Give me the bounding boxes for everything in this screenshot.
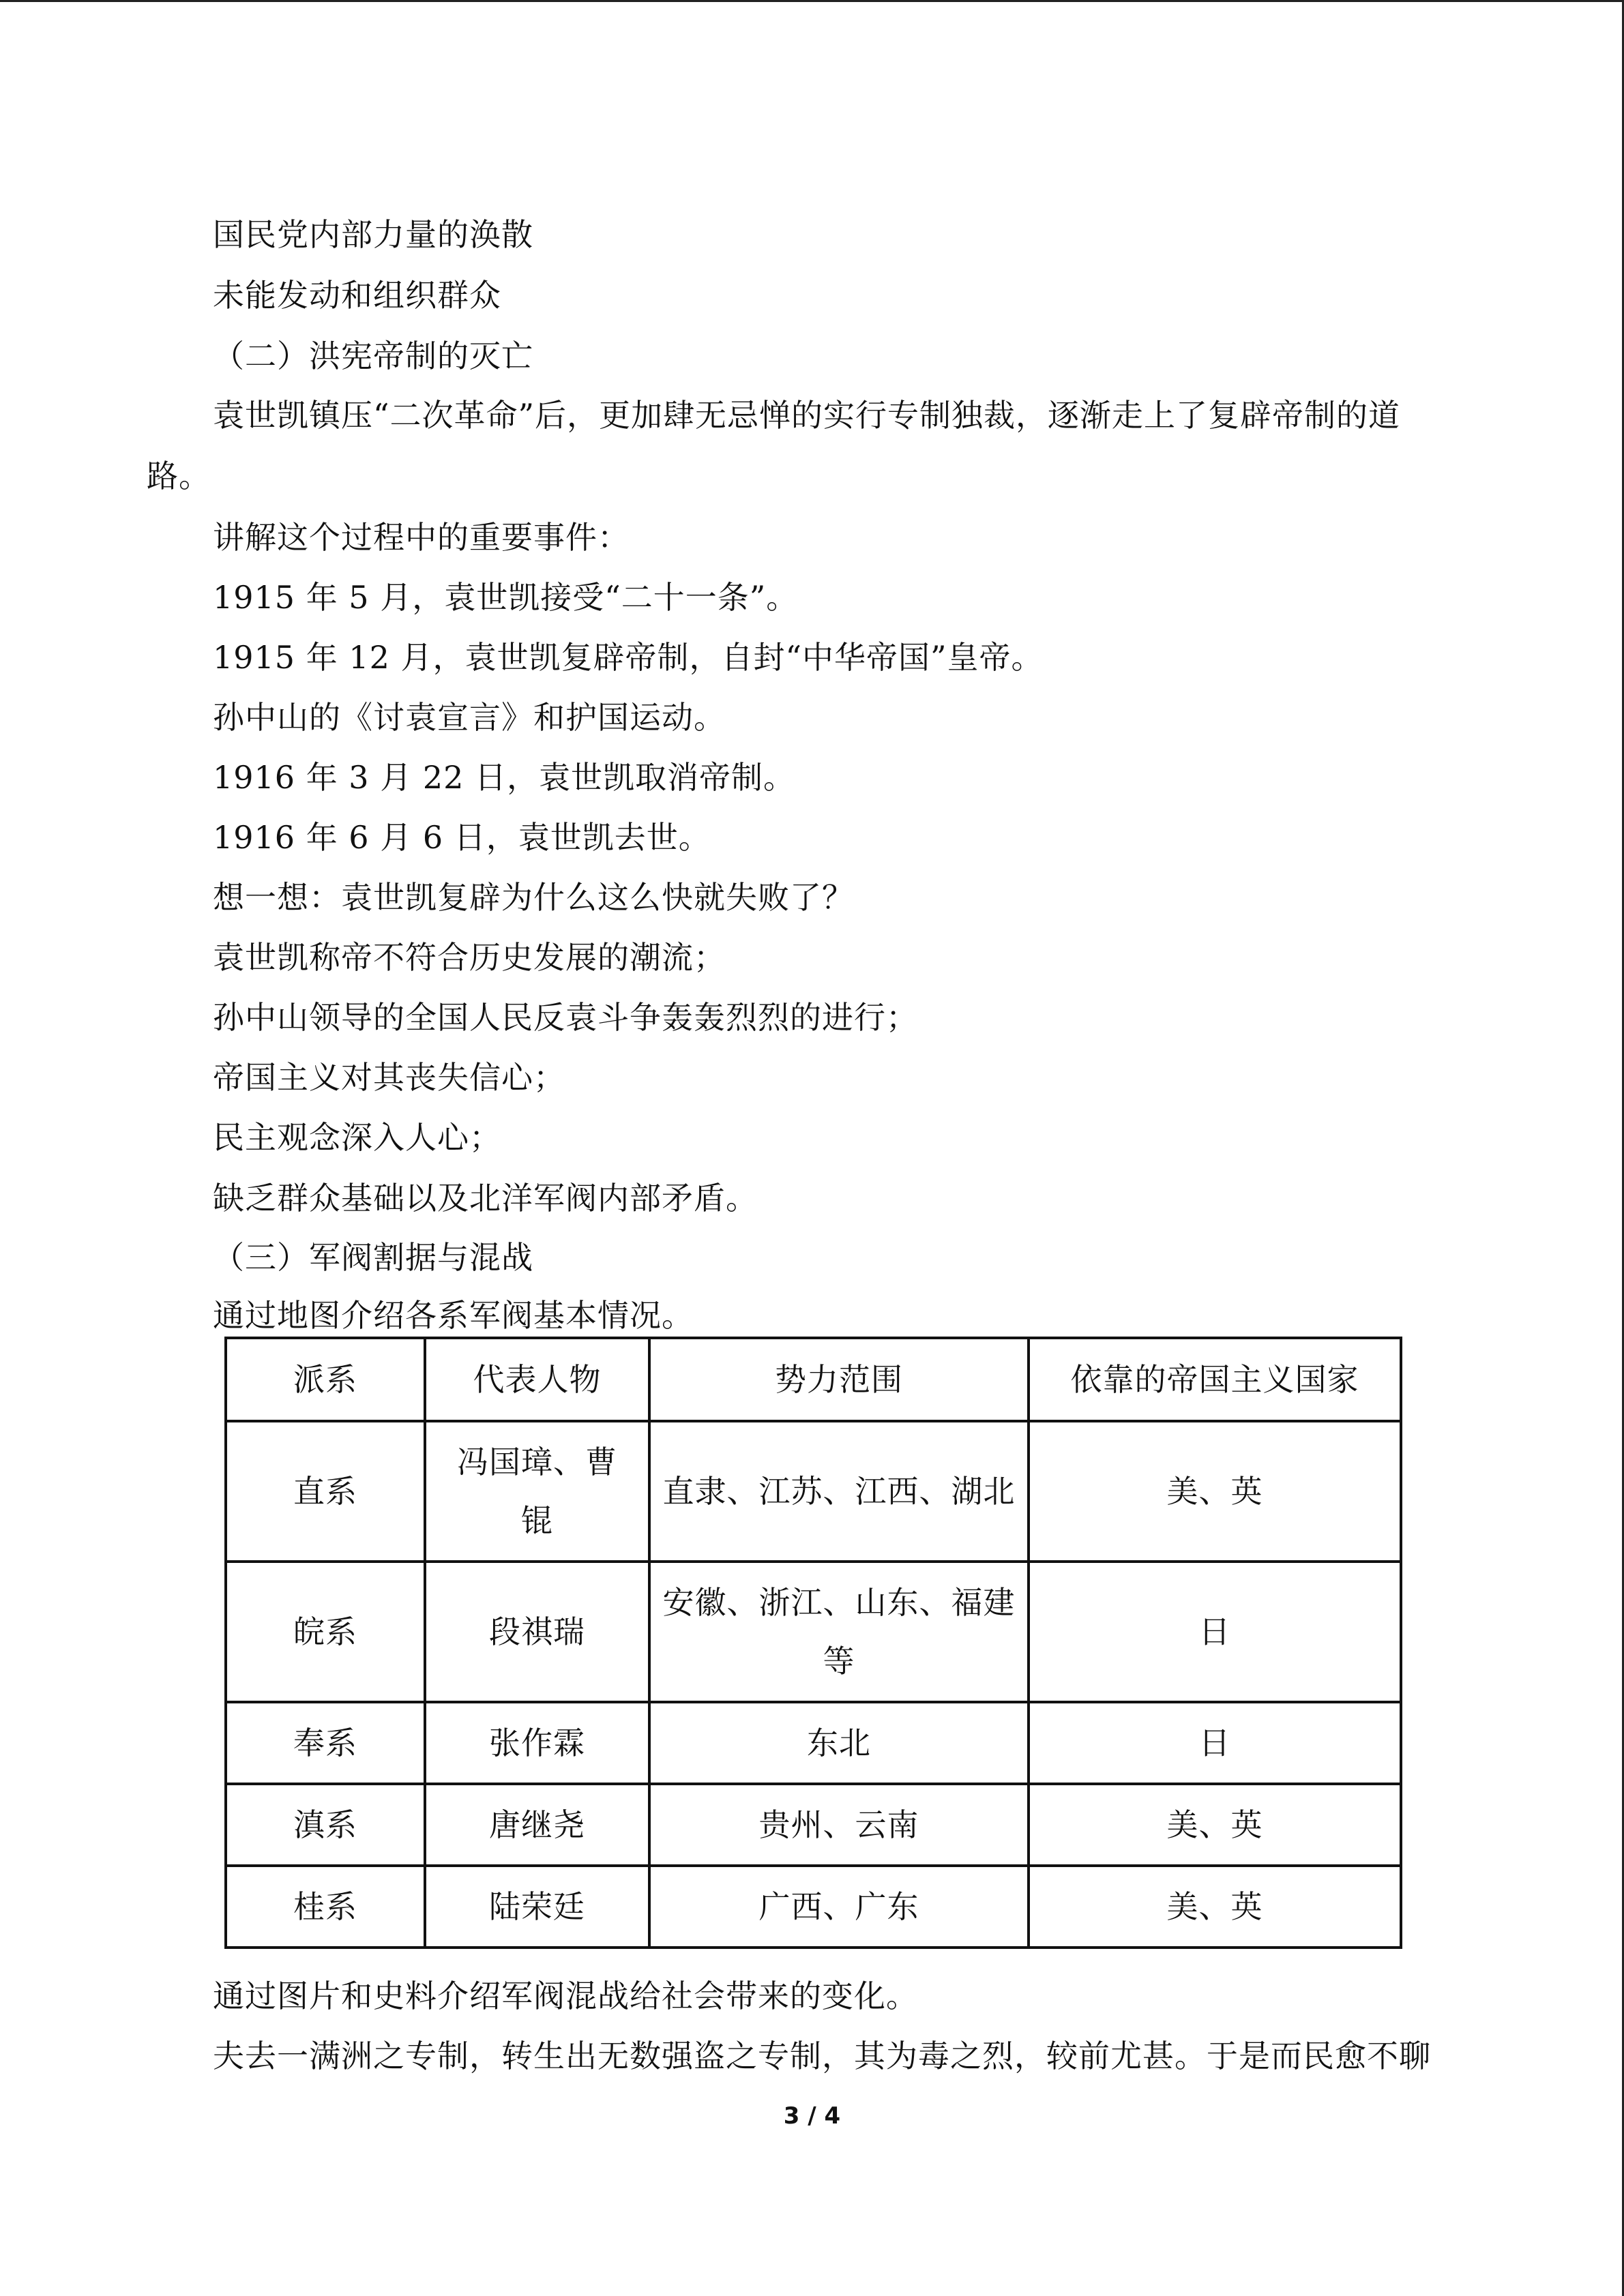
cell-leader-line: 段祺瑞 xyxy=(489,1613,585,1650)
cell-backer: 美、英 xyxy=(1029,1866,1401,1948)
cell-territory-line: 安徽、浙江、山东、福建 xyxy=(662,1584,1016,1621)
table-row xyxy=(226,1562,1401,1702)
cell-faction: 滇系 xyxy=(226,1784,425,1866)
text-line-map-intro: 通过地图介绍各系军阀基本情况。 xyxy=(213,1297,694,1334)
cell-backer: 日 xyxy=(1029,1702,1401,1784)
event-protect-nation: 孙中山的《讨袁宣言》和护国运动。 xyxy=(213,699,726,736)
text-line-yuan-restoration: 袁世凯镇压“二次革命”后，更加肆无忌惮的实行专制独裁，逐渐走上了复辟帝制的道 xyxy=(213,397,1401,434)
cell-territory xyxy=(649,1421,1029,1562)
page-number: 3 / 4 xyxy=(783,2102,841,2130)
cell-leader xyxy=(425,1421,649,1562)
section-heading-warlords: （三）军阀割据与混战 xyxy=(213,1239,533,1276)
event-1916-march: 1916 年 3 月 22 日，袁世凯取消帝制。 xyxy=(213,759,795,796)
cell-territory-line: 等 xyxy=(823,1643,855,1680)
event-1915-may: 1915 年 5 月，袁世凯接受“二十一条”。 xyxy=(213,579,799,616)
cell-leader xyxy=(425,1562,649,1702)
text-line-chaos-intro: 通过图片和史料介绍军阀混战给社会带来的变化。 xyxy=(213,1978,918,2014)
cell-leader-line: 冯国璋、曹 xyxy=(457,1444,617,1480)
question-line: 想一想：袁世凯复辟为什么这么快就失败了？ xyxy=(213,879,854,916)
table-row xyxy=(226,1421,1401,1562)
header-leader: 代表人物 xyxy=(425,1338,649,1421)
reason-1: 袁世凯称帝不符合历史发展的潮流； xyxy=(213,939,726,976)
cell-leader-line: 唐继尧 xyxy=(489,1806,585,1843)
cell-territory-line: 东北 xyxy=(807,1725,871,1761)
table-row xyxy=(226,1866,1401,1948)
cell-backer: 美、英 xyxy=(1029,1784,1401,1866)
cell-backer: 日 xyxy=(1029,1562,1401,1702)
cell-leader-line: 锟 xyxy=(521,1502,553,1539)
reason-4: 民主观念深入人心； xyxy=(213,1119,501,1156)
reason-2: 孙中山领导的全国人民反袁斗争轰轰烈烈的进行； xyxy=(213,999,918,1036)
cell-leader xyxy=(425,1784,649,1866)
cell-territory-line: 贵州、云南 xyxy=(758,1806,919,1843)
text-line-road: 路。 xyxy=(147,458,211,494)
cell-territory-line: 广西、广东 xyxy=(758,1888,919,1925)
cell-territory xyxy=(649,1784,1029,1866)
header-backer: 依靠的帝国主义国家 xyxy=(1029,1338,1401,1421)
event-1915-december: 1915 年 12 月，袁世凯复辟帝制，自封“中华帝国”皇帝。 xyxy=(213,639,1044,676)
cell-leader xyxy=(425,1866,649,1948)
cell-leader-line: 张作霖 xyxy=(489,1725,585,1761)
cell-faction: 皖系 xyxy=(226,1562,425,1702)
table-header-row xyxy=(226,1338,1401,1421)
cell-backer: 美、英 xyxy=(1029,1421,1401,1562)
section-heading-hongxian: （二）洪宪帝制的灭亡 xyxy=(213,338,533,374)
reason-5: 缺乏群众基础以及北洋军阀内部矛盾。 xyxy=(213,1180,758,1217)
text-line-masses: 未能发动和组织群众 xyxy=(213,277,501,314)
text-line-quote: 夫去一满洲之专制，转生出无数强盗之专制，其为毒之烈，较前尤甚。于是而民愈不聊 xyxy=(213,2038,1431,2074)
cell-territory xyxy=(649,1866,1029,1948)
text-line-kmt-dispersion: 国民党内部力量的涣散 xyxy=(213,216,533,253)
cell-territory xyxy=(649,1562,1029,1702)
cell-faction: 直系 xyxy=(226,1421,425,1562)
table-row xyxy=(226,1784,1401,1866)
cell-faction: 奉系 xyxy=(226,1702,425,1784)
table-row xyxy=(226,1702,1401,1784)
reason-3: 帝国主义对其丧失信心； xyxy=(213,1059,565,1096)
header-faction: 派系 xyxy=(226,1338,425,1421)
cell-faction: 桂系 xyxy=(226,1866,425,1948)
text-line-events-intro: 讲解这个过程中的重要事件： xyxy=(213,519,630,556)
cell-territory xyxy=(649,1702,1029,1784)
cell-territory-line: 直隶、江苏、江西、湖北 xyxy=(662,1473,1016,1510)
cell-leader-line: 陆荣廷 xyxy=(489,1888,585,1925)
event-1916-june: 1916 年 6 月 6 日，袁世凯去世。 xyxy=(213,819,711,856)
header-territory: 势力范围 xyxy=(649,1338,1029,1421)
cell-leader xyxy=(425,1702,649,1784)
warlord-table xyxy=(224,1337,1402,1949)
